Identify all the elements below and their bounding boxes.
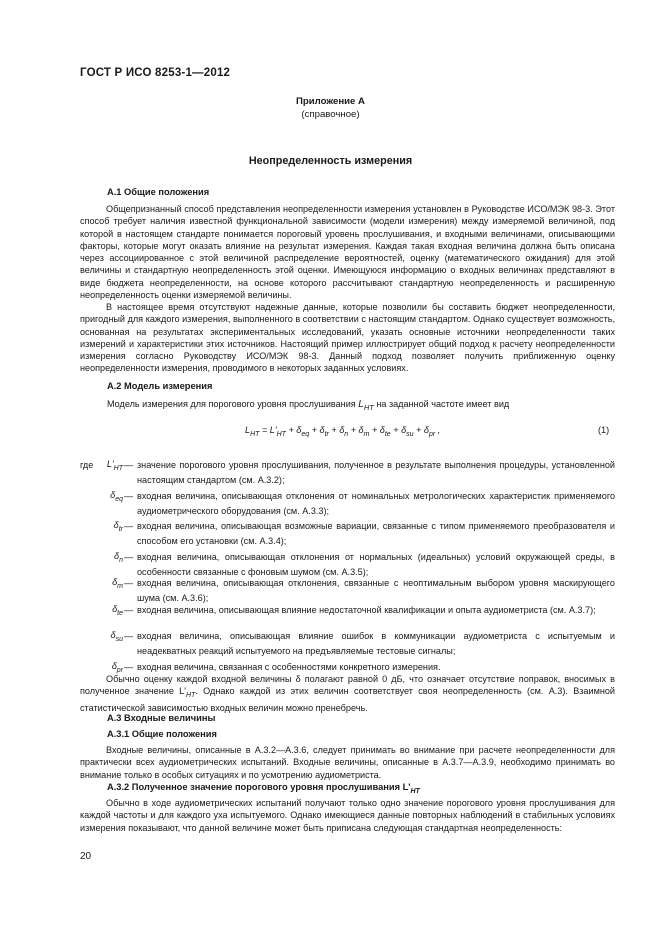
section-a32-heading-text: А.3.2 Полученное значение порогового уровня прослушивания L' <box>107 782 411 792</box>
section-a2-note-text-2: . Однако каждой из этих величин соответствует своя неопределенность (см. А.3). Взаимной статистической зависимостью входных величин можно пренебречь. <box>80 686 615 714</box>
section-a1-paragraph-2 <box>80 301 615 375</box>
definition-symbol: $\delta_{te}$ <box>112 604 123 617</box>
definition-symbol: $\delta_{eq}$ <box>110 490 123 503</box>
section-a32-text: Обычно в ходе аудиометрических испытаний получают только одно значение порогового уровня прослушивания для каждой частоты и для каждого уха испытуемого. Однако имеющиеся данные повторных наблюдений в стабильных условиях измерения показывают, что данной величине может быть приписана следующая стандартная неопределенность: <box>80 798 615 833</box>
definition-text: — входная величина, описывающая отклонения от нормальных (идеальных) условий окружающей среды, в особенности связанные с фоновым шумом (см. А.3.5); <box>124 552 615 577</box>
annex-label: Приложение А <box>296 96 365 107</box>
where-label: где <box>80 460 94 470</box>
model-intro <box>107 398 509 414</box>
equation-lhs: L <box>245 425 251 435</box>
annex-status: (справочное) <box>301 109 360 120</box>
section-a1-paragraph-1 <box>80 203 615 301</box>
section-a2-note <box>80 673 615 715</box>
definition-text: — входная величина, описывающая возможные вариации, связанные с типом применяемого преобразователя и способом его установки (см. А.3.4); <box>124 521 615 546</box>
section-a31-heading: А.3.1 Общие положения <box>107 729 217 739</box>
section-a1-heading: А.1 Общие положения <box>107 187 210 197</box>
section-a3-heading: А.3 Входные величины <box>107 713 216 723</box>
section-a32-paragraph <box>80 797 615 834</box>
definition-text: — значение порогового уровня прослушивания, полученное в результате выполнения процедуры, установленной настоящим стандартом (см. А.3.2); <box>124 460 615 485</box>
definition-symbol: $\delta_{pr}$ <box>111 661 123 674</box>
model-intro-symbol-sub: HT <box>363 402 374 412</box>
definition-text: — входная величина, связанная с особенностями конкретного измерения. <box>124 662 441 672</box>
section-a31-text: Входные величины, описанные в А.3.2—А.3.6, следует принимать во внимание при расчете неопределенности для практически всех аудиометрических испытаний. Входные величины, описанные в А.3.7—А.3.9, необходимо принимать во внимание только в особых ситуациях и по усмотрению аудиометриста. <box>80 745 615 780</box>
document-header: ГОСТ Р ИСО 8253-1—2012 <box>80 67 231 79</box>
model-intro-text: Модель измерения для порогового уровня прослушивания <box>107 399 356 409</box>
section-a1-paragraph-2-text: В настоящее время отсутствуют надежные данные, которые позволили бы составить бюджет неопределенности, пригодный для каждого измерения, выполненного в соответствии с настоящим стандартом. Однако существует возможность, основанная на результатах экспериментальных исследований, указать основные источники неопределенности таких измерений и характеристики этих источников. Настоящий пример иллюстрирует общий подход к расчету неопределенности измерения согласно Руководству ИСО/МЭК 98-3. Данный подход позволяет получить приближенную оценку неопределенности измерения, проводимого в некоторых заданных условиях. <box>80 302 615 374</box>
model-intro-end: на заданной частоте имеет вид <box>376 399 510 409</box>
section-a1-paragraph-1-text: Общепризнанный способ представления неопределенности измерения установлен в Руководстве ИСО/МЭК 98-3. Этот способ требует наличия известной функциональной зависимости (модели измерения) между измеряемой величиной, под которой в настоящем стандарте понимается пороговый уровень прослушивания, и входными величинами, описывающими факторы, которые могут оказать влияние на результат измерения. Каждая такая входная величина должна быть описана через ассоциированное с этой величиной распределение вероятностей, оценку (математического ожидания) для этой величины и стандартную неопределенность этой оценки. Имеющуюся информацию о входных величинах представляют в виде бюджета неопределенности, на основе которого рассчитывают стандартную неопределенность и расширенную неопределенность оценки измеряемой величины. <box>80 204 615 301</box>
page-number: 20 <box>80 851 92 862</box>
section-a2-heading: А.2 Модель измерения <box>107 381 213 391</box>
definition-symbol: $\delta_{tr}$ <box>113 520 123 533</box>
definition-text: — входная величина, описывающая отклонения от номинальных метрологических характеристик применяемого аудиометрического оборудования (см. А.3.3); <box>124 491 615 516</box>
section-a32-heading-sub: HT <box>410 787 420 795</box>
equation-number: (1) <box>598 425 610 435</box>
definition-symbol: $\delta_{su}$ <box>110 630 123 643</box>
definition-symbol: $\delta_m$ <box>112 577 123 590</box>
definition-text: — входная величина, описывающая влияние ошибок в коммуникации аудиометриста с испытуемым и неадекватных реакций испытуемого на предъявляемые тестовые сигналы; <box>124 631 615 656</box>
definition-text: — входная величина, описывающая влияние недостаточной квалификации и опыта аудиометриста (см. А.3.7); <box>124 605 596 615</box>
definition-text: — входная величина, описывающая отклонения, связанные с неоптимальным выбором уровня маскирующего шума (см. А.3.6); <box>124 578 615 603</box>
section-a31-paragraph <box>80 744 615 781</box>
model-equation: $L_{HT} = L'_{HT} + \delta_{eq} + \delta_{tr} + \delta_n + \delta_m + \delta_{te} + \delta_{su} + \delta_{pr}$ , <box>245 425 441 438</box>
section-a2-note-sub: HT <box>185 692 196 700</box>
definition-symbol: $L'_{HT}$ <box>106 459 123 472</box>
section-a32-heading <box>107 782 420 795</box>
definition-symbol: $\delta_n$ <box>114 551 123 564</box>
annex-title: Неопределенность измерения <box>248 155 413 167</box>
model-intro-symbol: L <box>358 399 364 410</box>
section-a2-note-text-1: Обычно оценку каждой входной величины δ полагают равной 0 дБ, что означает отсутствие поправок, вносимых в полученное значение L' <box>80 674 615 697</box>
